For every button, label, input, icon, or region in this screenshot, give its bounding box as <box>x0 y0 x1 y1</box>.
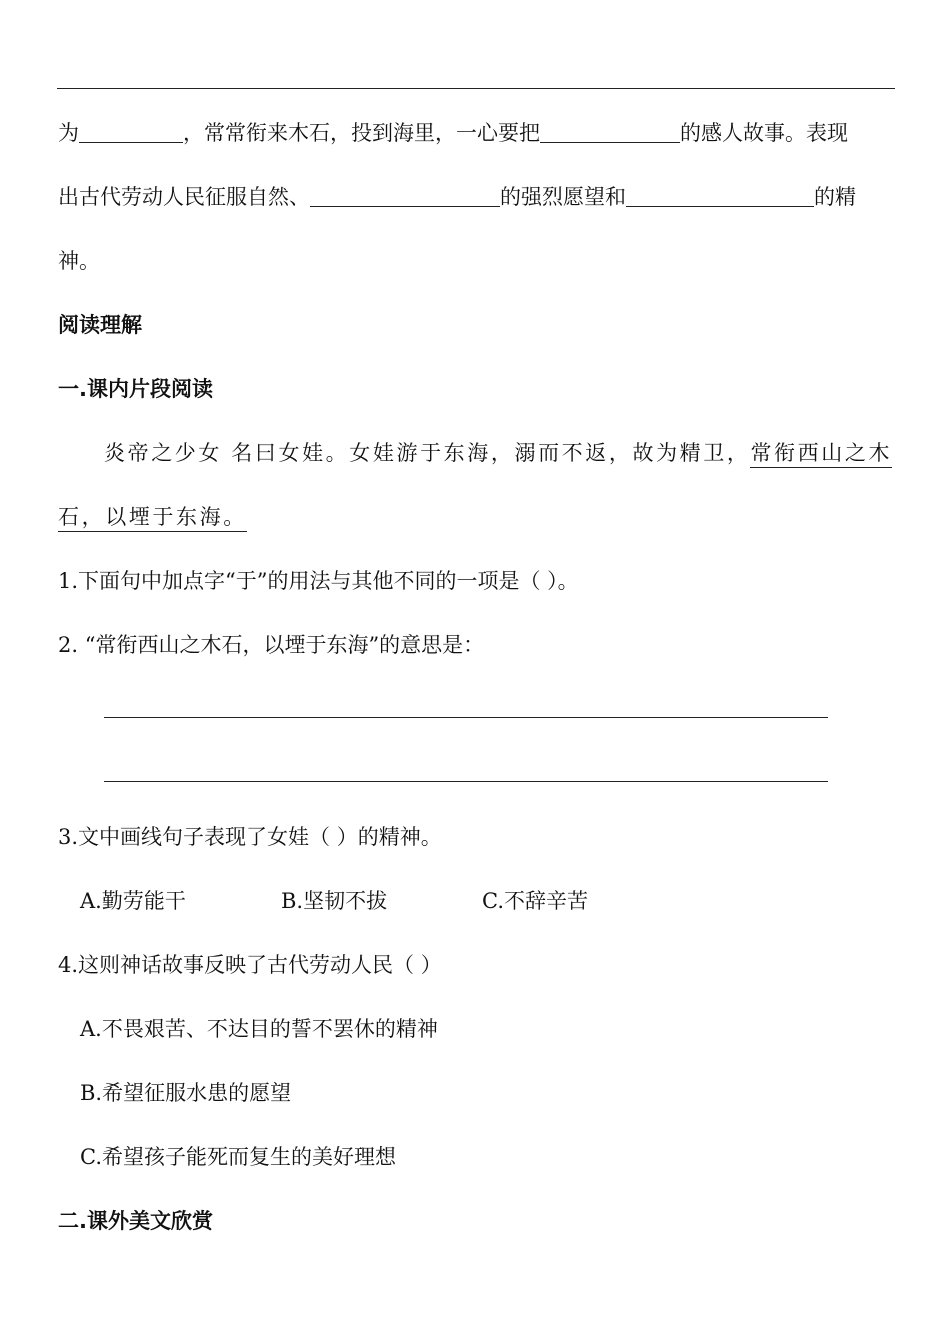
question-1: 1.下面句中加点字“于”的用法与其他不同的一项是（ ）。 <box>58 569 579 593</box>
fill-in-line-2 <box>58 183 856 211</box>
text-segment: 的感人故事。表现 <box>680 121 848 145</box>
blank-field[interactable] <box>310 184 500 207</box>
underlined-sentence: 石，以堙于东海。 <box>58 505 247 532</box>
text-segment: 的强烈愿望和 <box>500 185 626 209</box>
text-segment: 为 <box>58 121 79 145</box>
text-segment: ，常常衔来木石，投到海里，一心要把 <box>183 121 540 145</box>
text-segment: 的精 <box>814 185 856 209</box>
passage-text: 炎帝之少女 名曰女娃。女娃游于东海，溺而不返，故为精卫， <box>104 441 751 465</box>
q3-option-b[interactable]: B.坚韧不拔 <box>281 889 388 913</box>
passage-line-2 <box>58 503 247 531</box>
fill-in-line-1 <box>58 119 848 147</box>
q4-option-a[interactable]: A.不畏艰苦、不达目的誓不罢休的精神 <box>80 1017 438 1041</box>
section-heading-reading: 阅读理解 <box>58 313 142 337</box>
question-2: 2. “常衔西山之木石，以堙于东海”的意思是： <box>58 633 485 657</box>
blank-field[interactable] <box>540 120 680 143</box>
part2-title: 二.课外美文欣赏 <box>58 1209 213 1233</box>
blank-field[interactable] <box>626 184 814 207</box>
q3-option-a[interactable]: A.勤劳能干 <box>80 889 186 913</box>
fill-in-line-3: 神。 <box>58 249 100 273</box>
answer-line[interactable] <box>104 717 828 718</box>
passage-line-1 <box>104 439 892 467</box>
part1-title: 一.课内片段阅读 <box>58 377 213 401</box>
answer-line[interactable] <box>104 781 828 782</box>
q4-option-c[interactable]: C.希望孩子能死而复生的美好理想 <box>80 1145 396 1169</box>
header-rule <box>57 88 895 89</box>
question-3: 3.文中画线句子表现了女娃（ ）的精神。 <box>58 825 442 849</box>
q3-option-c[interactable]: C.不辞辛苦 <box>482 889 588 913</box>
text-segment: 出古代劳动人民征服自然、 <box>58 185 310 209</box>
underlined-sentence: 常衔西山之木 <box>750 441 892 468</box>
blank-field[interactable] <box>79 120 183 143</box>
q4-option-b[interactable]: B.希望征服水患的愿望 <box>80 1081 292 1105</box>
question-4: 4.这则神话故事反映了古代劳动人民（ ） <box>58 953 442 977</box>
